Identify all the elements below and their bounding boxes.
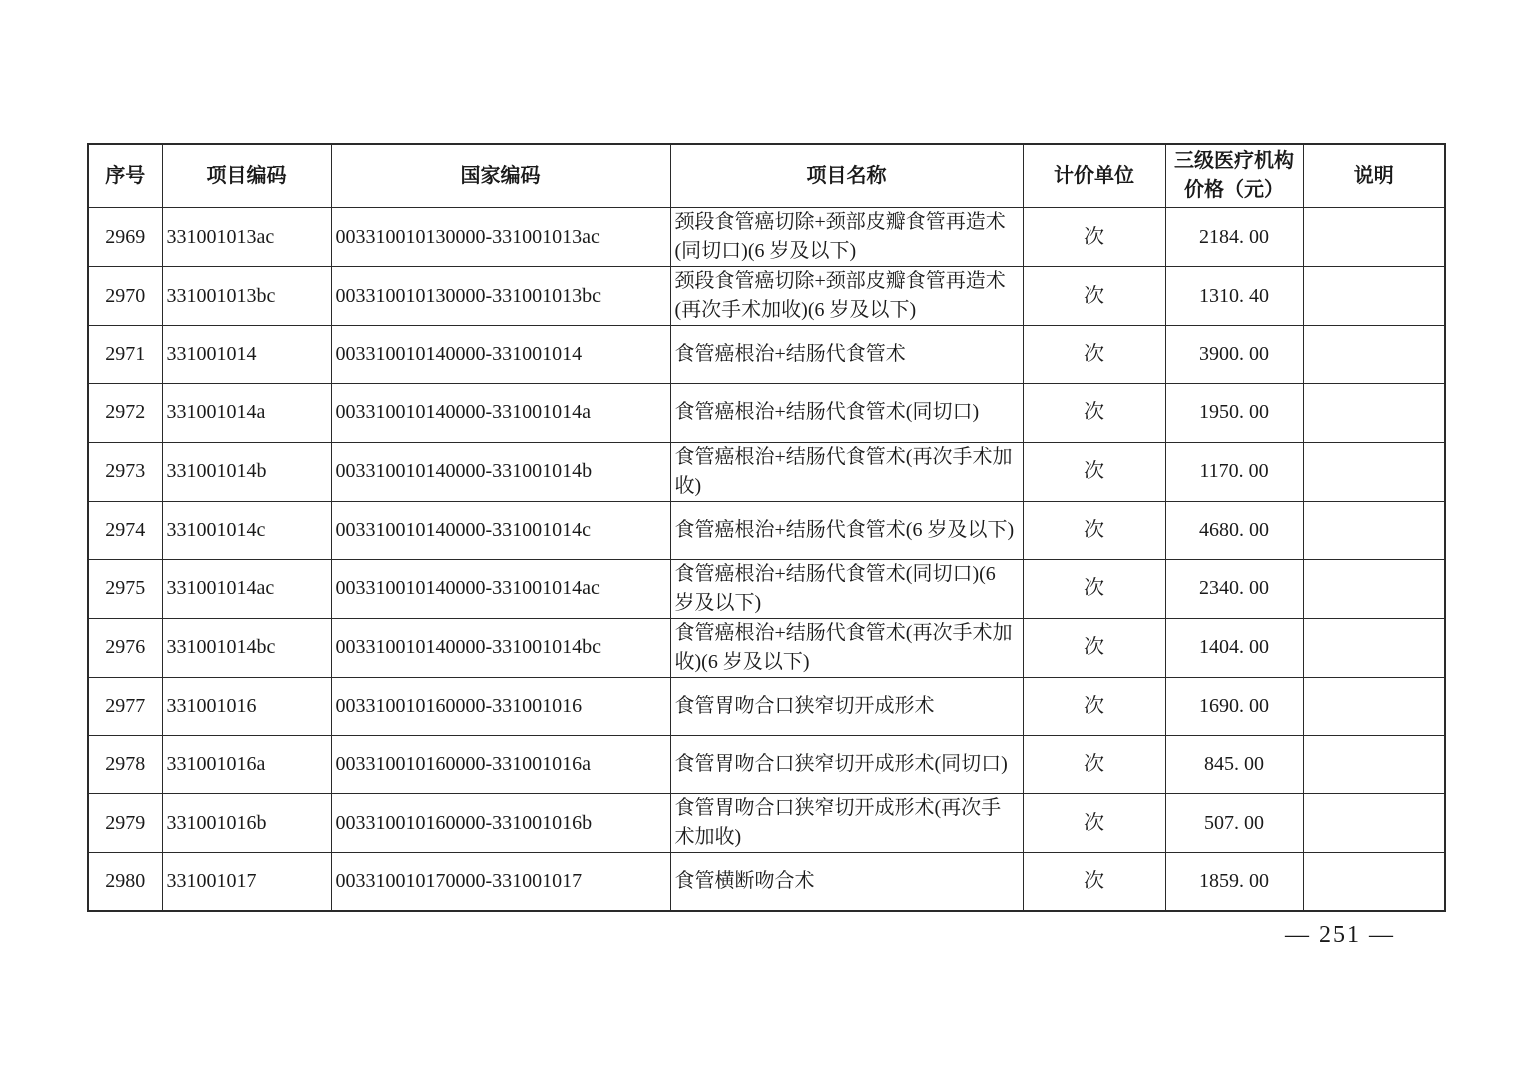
cell-unit: 次 xyxy=(1023,501,1165,559)
cell-note xyxy=(1303,501,1445,559)
table-row xyxy=(88,677,1445,735)
table-row xyxy=(88,384,1445,442)
table-row xyxy=(88,442,1445,501)
table-row xyxy=(88,736,1445,794)
cell-price: 1950. 00 xyxy=(1165,384,1303,442)
cell-price: 3900. 00 xyxy=(1165,326,1303,384)
table-row xyxy=(88,501,1445,559)
cell-price: 4680. 00 xyxy=(1165,501,1303,559)
table-body xyxy=(88,208,1445,912)
page-number: — 251 — xyxy=(1285,922,1395,948)
header-note: 说明 xyxy=(1303,144,1445,208)
cell-seq: 2973 xyxy=(88,442,162,501)
cell-price: 1859. 00 xyxy=(1165,853,1303,911)
cell-project-name: 食管胃吻合口狭窄切开成形术 xyxy=(670,677,1023,735)
header-national-code: 国家编码 xyxy=(331,144,670,208)
table-row xyxy=(88,618,1445,677)
cell-project-name: 食管胃吻合口狭窄切开成形术(再次手术加收) xyxy=(670,794,1023,853)
cell-seq: 2980 xyxy=(88,853,162,911)
cell-project-code: 331001017 xyxy=(162,853,331,911)
cell-project-name: 食管胃吻合口狭窄切开成形术(同切口) xyxy=(670,736,1023,794)
cell-note xyxy=(1303,736,1445,794)
cell-unit: 次 xyxy=(1023,677,1165,735)
cell-unit: 次 xyxy=(1023,384,1165,442)
table-row xyxy=(88,267,1445,326)
cell-price: 1404. 00 xyxy=(1165,618,1303,677)
cell-unit: 次 xyxy=(1023,208,1165,267)
cell-seq: 2969 xyxy=(88,208,162,267)
table-row xyxy=(88,853,1445,911)
cell-price: 2340. 00 xyxy=(1165,559,1303,618)
cell-project-name: 颈段食管癌切除+颈部皮瓣食管再造术(同切口)(6 岁及以下) xyxy=(670,208,1023,267)
cell-seq: 2971 xyxy=(88,326,162,384)
cell-seq: 2976 xyxy=(88,618,162,677)
cell-national-code: 003310010130000-331001013ac xyxy=(331,208,670,267)
cell-price: 845. 00 xyxy=(1165,736,1303,794)
cell-seq: 2972 xyxy=(88,384,162,442)
cell-project-code: 331001014c xyxy=(162,501,331,559)
header-price: 三级医疗机构价格（元） xyxy=(1165,144,1303,208)
cell-project-code: 331001016a xyxy=(162,736,331,794)
cell-note xyxy=(1303,267,1445,326)
cell-national-code: 003310010140000-331001014c xyxy=(331,501,670,559)
cell-project-code: 331001013bc xyxy=(162,267,331,326)
header-project-name: 项目名称 xyxy=(670,144,1023,208)
cell-unit: 次 xyxy=(1023,853,1165,911)
cell-project-name: 颈段食管癌切除+颈部皮瓣食管再造术(再次手术加收)(6 岁及以下) xyxy=(670,267,1023,326)
header-seq: 序号 xyxy=(88,144,162,208)
cell-note xyxy=(1303,618,1445,677)
cell-note xyxy=(1303,677,1445,735)
cell-seq: 2974 xyxy=(88,501,162,559)
cell-unit: 次 xyxy=(1023,267,1165,326)
header-project-code: 项目编码 xyxy=(162,144,331,208)
header-unit: 计价单位 xyxy=(1023,144,1165,208)
cell-unit: 次 xyxy=(1023,618,1165,677)
cell-project-code: 331001014b xyxy=(162,442,331,501)
cell-national-code: 003310010160000-331001016b xyxy=(331,794,670,853)
cell-project-name: 食管癌根治+结肠代食管术(同切口)(6 岁及以下) xyxy=(670,559,1023,618)
cell-national-code: 003310010140000-331001014bc xyxy=(331,618,670,677)
cell-seq: 2978 xyxy=(88,736,162,794)
cell-seq: 2970 xyxy=(88,267,162,326)
cell-note xyxy=(1303,559,1445,618)
cell-national-code: 003310010130000-331001013bc xyxy=(331,267,670,326)
cell-unit: 次 xyxy=(1023,559,1165,618)
cell-project-name: 食管癌根治+结肠代食管术(再次手术加收)(6 岁及以下) xyxy=(670,618,1023,677)
cell-unit: 次 xyxy=(1023,326,1165,384)
cell-project-code: 331001014 xyxy=(162,326,331,384)
cell-project-code: 331001014a xyxy=(162,384,331,442)
cell-project-name: 食管癌根治+结肠代食管术(6 岁及以下) xyxy=(670,501,1023,559)
cell-note xyxy=(1303,326,1445,384)
cell-price: 1690. 00 xyxy=(1165,677,1303,735)
cell-project-name: 食管癌根治+结肠代食管术(同切口) xyxy=(670,384,1023,442)
cell-national-code: 003310010140000-331001014ac xyxy=(331,559,670,618)
cell-national-code: 003310010140000-331001014 xyxy=(331,326,670,384)
cell-national-code: 003310010160000-331001016 xyxy=(331,677,670,735)
cell-note xyxy=(1303,853,1445,911)
cell-price: 1310. 40 xyxy=(1165,267,1303,326)
cell-project-code: 331001013ac xyxy=(162,208,331,267)
table-header xyxy=(88,144,1445,208)
table-row xyxy=(88,794,1445,853)
cell-project-code: 331001016b xyxy=(162,794,331,853)
table-row xyxy=(88,326,1445,384)
cell-unit: 次 xyxy=(1023,794,1165,853)
cell-unit: 次 xyxy=(1023,442,1165,501)
cell-national-code: 003310010140000-331001014b xyxy=(331,442,670,501)
cell-project-code: 331001014bc xyxy=(162,618,331,677)
table-row xyxy=(88,208,1445,267)
table-row xyxy=(88,559,1445,618)
cell-project-code: 331001016 xyxy=(162,677,331,735)
cell-seq: 2975 xyxy=(88,559,162,618)
cell-project-name: 食管癌根治+结肠代食管术(再次手术加收) xyxy=(670,442,1023,501)
cell-project-name: 食管癌根治+结肠代食管术 xyxy=(670,326,1023,384)
cell-seq: 2979 xyxy=(88,794,162,853)
cell-note xyxy=(1303,794,1445,853)
cell-national-code: 003310010140000-331001014a xyxy=(331,384,670,442)
cell-national-code: 003310010160000-331001016a xyxy=(331,736,670,794)
cell-project-name: 食管横断吻合术 xyxy=(670,853,1023,911)
header-row xyxy=(88,144,1445,208)
cell-note xyxy=(1303,384,1445,442)
cell-note xyxy=(1303,442,1445,501)
cell-note xyxy=(1303,208,1445,267)
cell-seq: 2977 xyxy=(88,677,162,735)
cell-project-code: 331001014ac xyxy=(162,559,331,618)
price-table xyxy=(87,143,1446,912)
cell-price: 1170. 00 xyxy=(1165,442,1303,501)
cell-national-code: 003310010170000-331001017 xyxy=(331,853,670,911)
cell-price: 2184. 00 xyxy=(1165,208,1303,267)
cell-unit: 次 xyxy=(1023,736,1165,794)
cell-price: 507. 00 xyxy=(1165,794,1303,853)
